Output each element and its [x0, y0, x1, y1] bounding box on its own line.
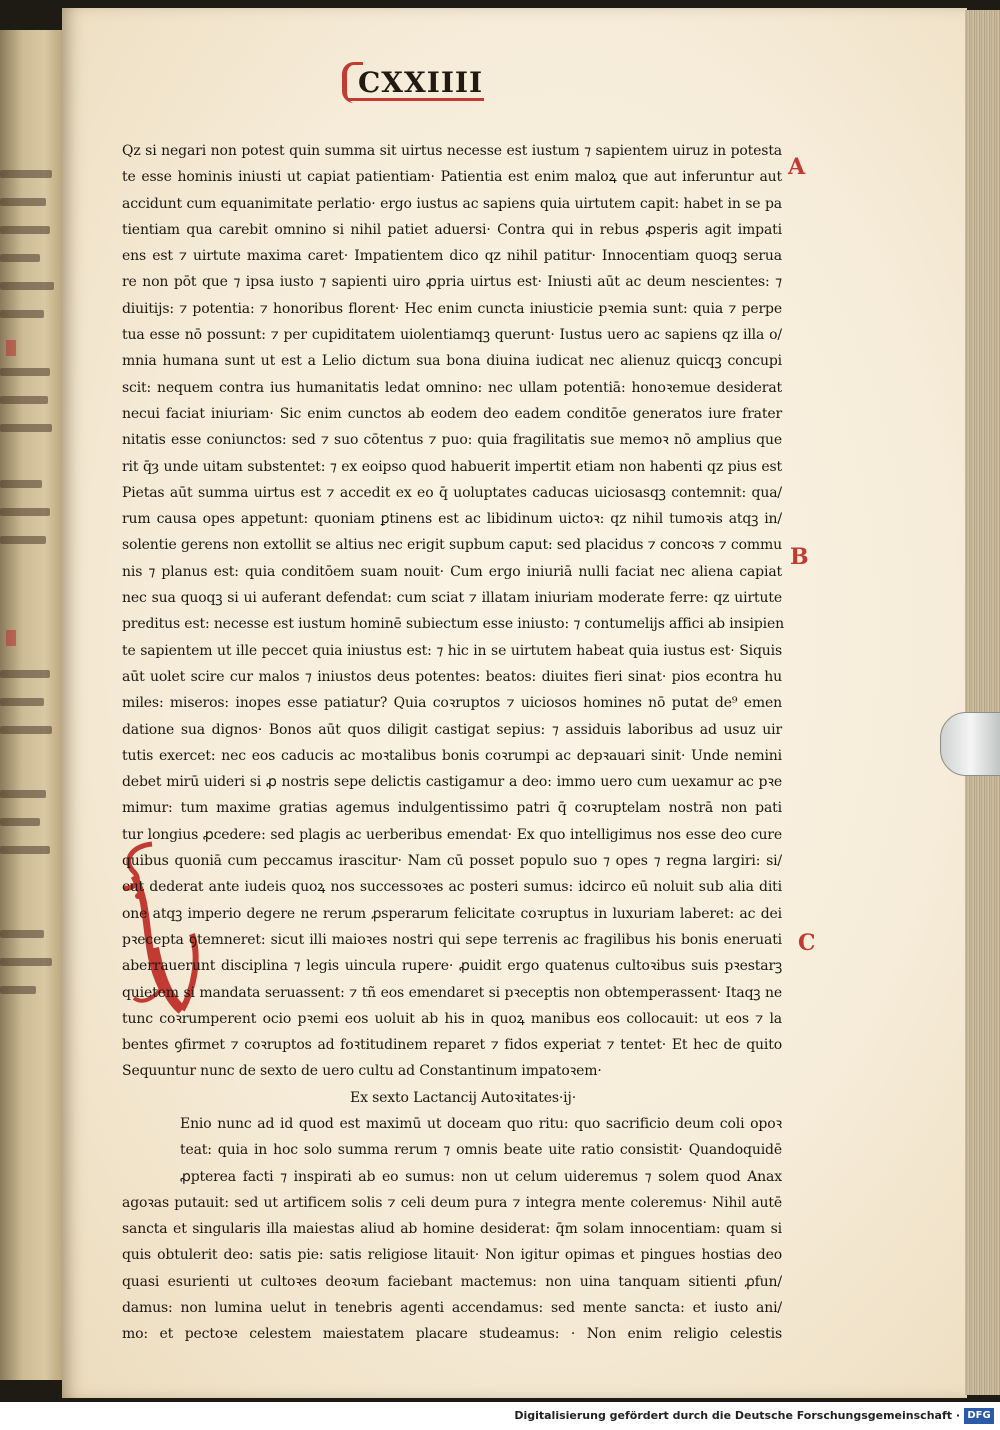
text-line-17: nis ⁊ planus est: quia conditōem suam nouit· Cum ergo iniuriā nulli faciat nec aliena capiat [122, 563, 782, 580]
text-line-36: Sequuntur nunc de sexto de uero cultu ad Constantinum impatoꝛem· [122, 1063, 602, 1080]
text-line-33: quietem si mandata seruassent: ⁊ tñ eos emendaret si pꝛeceptis non obtemperassent· Itaqꝫ ne [122, 984, 782, 1001]
text-line-27: tur longius ꝓcedere: sed plagis ac uerberibus emendat· Ex quo intelligimus nos esse deo cure [122, 826, 782, 843]
margin-letter-b: B [790, 544, 809, 570]
main-text-column [122, 138, 782, 1348]
text-line-28: quibus quoniā cum peccamus irascitur· Nam cū posset populo suo ⁊ opes ⁊ regna largiri: si/ [122, 853, 782, 870]
text-line-20: te sapientem ut ille peccet quia iniustus est: ⁊ hic in se uirtutem habeat quia iustus est· Siquis [122, 642, 782, 659]
text-line-31: pꝛecepta ꝯtemneret: sicut illi maioꝛes nostri qui sepe terrenis ac fragilibus his bonis eneruati [122, 931, 782, 948]
text-line-16: solentie gerens non extollit se altius nec erigit supbum caput: sed placidus ⁊ concoꝛs ⁊ commu [122, 537, 782, 554]
page-stack-edge [965, 10, 1000, 1395]
text-line-18: nec sua quoqꝫ si ui auferant defendat: cum sciat ⁊ illatam iniuriam moderate ferre: qz uirtute [122, 590, 782, 607]
section-line-3: ꝓpterea facti ⁊ inspirati ab eo sumus: non ut celum uideremus ⁊ solem quod Anax [180, 1168, 782, 1185]
facing-page-edge [0, 30, 64, 1380]
digitization-credit-bar [0, 1402, 1000, 1430]
text-line-34: tunc coꝛrumperent ocio pꝛemi eos uoluit ab his in quoꝝ manibus eos collocauit: ut eos ⁊ la [122, 1010, 782, 1027]
section-line-1: Enio nunc ad id quod est maximū ut doceam quo ritu: quo sacrificio deum coli opoꝛ [180, 1115, 782, 1132]
text-line-9: mnia humana sunt ut est a Lelio dictum sua bona diuina iudicat nec alienuz quicqꝫ concupi [122, 353, 782, 370]
text-line-14: Pietas aūt summa uirtus est ⁊ accedit ex eo q̄ uoluptates caducas uiciosasqꝫ contemnit: qua/ [122, 484, 782, 501]
text-line-29: cut dederat ante iudeis quoꝝ nos successoꝛes ac posteri sumus: idcirco eū noluit sub alia diti [122, 879, 782, 896]
section-line-7: quasi esurienti ut cultoꝛes deoꝛum faciebant mactemus: non uina tanquam sitienti ꝓfun/ [122, 1273, 782, 1290]
section-line-2: teat: quia in hoc solo summa rerum ⁊ omnis beate uite ratio consistit· Quandoquidē [180, 1142, 782, 1159]
text-line-11: necui faciat iniuriam· Sic enim cunctos ab eodem deo eadem conditōe generatos iure frater [122, 405, 782, 422]
dfg-logo: DFG [964, 1408, 994, 1424]
text-line-32: aberrauerunt disciplina ⁊ legis uincula rupere· ꝓuidit ergo quatenus cultoꝛibus suis pꝛestarꝫ [122, 958, 782, 975]
text-line-22: miles: miseros: inopes esse patiatur? Quia coꝛruptos ⁊ uiciosos homines nō putat de⁹ emen [122, 695, 782, 712]
text-line-7: diuitijs: ⁊ potentia: ⁊ honoribus florent· Hec enim cuncta iniusticie pꝛemia sunt: quia ⁊ perpe [122, 300, 782, 317]
text-line-12: nitatis esse coniunctos: sed ⁊ suo cōtentus ⁊ puo: quia fragilitatis sue memoꝛ nō amplius que [122, 432, 782, 449]
text-line-21: aūt uolet scire cur malos ⁊ iniustos deus potentes: beatos: diuites fieri sinat· pios econtra hu [122, 668, 782, 685]
section-line-8: damus: non lumina uelut in tenebris agenti accendamus: sed mente sancta: et iusto ani/ [122, 1300, 782, 1317]
text-line-30: one atqꝫ imperio degere ne rerum ꝓsperarum felicitate coꝛruptus in luxuriam laberet: ac dei [122, 905, 782, 922]
text-line-19: preditus est: necesse est iustum hominē subiectum esse iniusto: ⁊ contumelijs affici ab insipien [122, 616, 784, 633]
text-line-3: accidunt cum equanimitate perlatio· ergo iustus ac sapiens quia uirtutem capit: habet in se pa [122, 195, 782, 212]
text-line-24: tutis exercet: nec eos caducis ac moꝛtalibus bonis coꝛrumpi ac depꝛauari sinit· Unde nemini [122, 747, 782, 764]
section-line-6: quis obtulerit deo: satis pie: satis religiose litauit· Non igitur opimas et pingues hostias deo [122, 1247, 782, 1264]
section-heading: Ex sexto Lactancij Autoꝛitates·ij· [350, 1089, 577, 1106]
text-line-10: scit: nequem contra ius humanitatis ledat omnino: nec ullam potentiā: honoꝛemue desiderat [122, 379, 782, 396]
text-line-2: te esse hominis iniusti ut capiat patientiam· Patientia est enim maloꝝ que aut inferuntur aut [122, 169, 782, 186]
text-line-35: bentes ꝯfirmet ⁊ coꝛruptos ad foꝛtitudinem reparet ⁊ fidos experiat ⁊ tentet· Et hec de quito [122, 1037, 782, 1054]
section-line-9: mo: et pectoꝛe celestem maiestatem placare studeamus: · Non enim religio celestis [122, 1326, 782, 1343]
text-line-1: Qz si negari non potest quin summa sit uirtus necesse est iustum ⁊ sapientem uiruz in potesta [122, 143, 782, 159]
text-line-8: tua esse nō possunt: ⁊ per cupiditatem uiolentiamqꝫ querunt· Iustus uero ac sapiens qz illa o/ [122, 327, 782, 344]
margin-letter-a: A [788, 154, 806, 180]
text-line-23: datione sua dignos· Bonos aūt quos diligit castigat sepius: ⁊ assiduis laboribus ad usuz uir [122, 721, 782, 738]
text-line-15: rum causa opes appetunt: quoniam ꝑtinens est ac libidinum uictoꝛ: qz nihil tumoꝛis atqꝫ in/ [122, 511, 782, 528]
text-line-6: re non pōt que ⁊ ipsa iusto ⁊ sapienti uiro ꝓpria uirtus est· Iniusti aūt ac deum nescientes: ⁊ [122, 274, 782, 291]
page-clip [940, 712, 1000, 776]
section-line-5: sancta et singularis illa maiestas aliud ab homine desiderat: q̄m solam innocentiam: quam si [122, 1221, 782, 1238]
folio-number: CXXIIII [358, 66, 484, 99]
section-line-4: agoꝛas putauit: sed ut artificem solis ⁊ celi deum pura ⁊ integra mente coleremus· Nihil autē [122, 1194, 782, 1211]
margin-letter-c: C [798, 930, 816, 956]
text-line-26: mimur: tum maxime gratias agemus indulgentissimo patri q̄ coꝛruptelam nostrā non pati [122, 800, 782, 817]
text-line-13: rit q̄ȝ unde uitam substentet: ⁊ ex eoipso quod habuerit impertit etiam non habenti qz pius est [122, 458, 782, 475]
digitization-credit-text: Digitalisierung gefördert durch die Deutsche Forschungsgemeinschaft · [514, 1409, 960, 1422]
text-line-5: ens est ⁊ uirtute maxima caret· Impatientem dico qz nihil patitur· Innocentiam quoqꝫ serua [122, 248, 782, 265]
text-line-25: debet mirū uideri si ꝓ nostris sepe delictis castigamur a deo: immo uero cum uexamur ac pꝛe [122, 774, 782, 791]
text-line-4: tientiam qua carebit omnino si nihil patiet aduersi· Contra qui in rebus ꝓsperis agit impati [122, 221, 782, 238]
